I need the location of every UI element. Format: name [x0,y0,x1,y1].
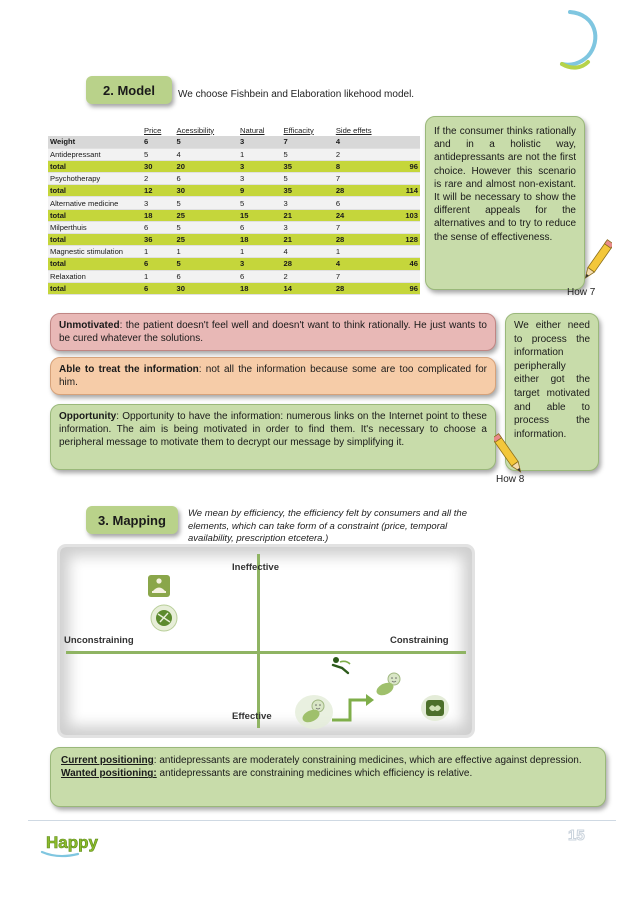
table-cell: 1 [142,246,175,258]
table-header-cell: Price [144,125,162,135]
table-cell: 103 [395,209,420,221]
table-cell: 128 [395,234,420,246]
table-header-cell [395,124,420,136]
table-row [48,160,420,172]
table-cell: 46 [395,258,420,270]
table-cell: 28 [334,282,395,294]
wanted-positioning-term: Wanted positioning: [61,768,157,780]
pencil-icon [494,430,522,478]
table-row [48,258,420,270]
table-cell: 12 [142,185,175,197]
opportunity-text: : Opportunity to have the information: numerous links on the Internet point to these information. The aim is being motivated in order to find them. It's necessary to choose a peripheral message to motivate them to decrypt our message by simplifying it. [59,411,487,449]
table-cell: 2 [282,270,334,282]
unmotivated-text: : the patient doesn't feel well and doesn't want to think rationally. He just wants to be cured whatever the solutions. [59,320,487,345]
table-row [48,185,420,197]
current-positioning-text: : antidepressants are moderately constraining medicines, which are effective against depression. [153,755,582,766]
table-cell: 3 [238,258,282,270]
table-cell: 96 [395,282,420,294]
table-cell: 6 [334,197,395,209]
table-cell: 1 [142,270,175,282]
table-row-label: total [48,160,142,172]
pill-current-icon [294,694,334,730]
table-cell: 5 [175,221,238,233]
table-cell: 4 [334,258,395,270]
table-cell: 7 [334,221,395,233]
table-cell: 7 [282,136,334,148]
mapping-section-tab [86,506,178,534]
table-cell [395,173,420,185]
table-cell: 18 [238,282,282,294]
herb-icon [150,604,178,632]
table-header-cell: Acessibility [176,125,215,135]
model-section-tab [86,76,172,104]
pill-wanted-icon [370,670,406,700]
table-row-label: Psychotherapy [48,173,142,185]
table-cell: 6 [142,136,175,148]
happy-logo [38,826,110,860]
ineffective-label: Ineffective [232,562,279,573]
table-cell: 114 [395,185,420,197]
table-row [48,197,420,209]
model-description: We choose Fishbein and Elaboration likehood model. [178,89,415,100]
table-cell: 21 [282,209,334,221]
table-cell: 3 [142,197,175,209]
table-cell: 9 [238,185,282,197]
current-positioning [61,754,595,767]
table-row-label: Milperthuis [48,221,142,233]
brain-icon [420,694,450,722]
efficiency-axis [257,554,260,728]
page-number: 15 [568,827,585,844]
table-cell [395,197,420,209]
table-cell: 1 [238,148,282,160]
table-cell: 2 [334,148,395,160]
table-cell: 36 [142,234,175,246]
table-row [48,148,420,160]
table-row [48,282,420,294]
table-header-cell: Efficacity [283,125,314,135]
table-row [48,136,420,148]
table-cell: 5 [142,148,175,160]
table-cell: 3 [238,160,282,172]
table-cell: 5 [175,136,238,148]
table-cell: 14 [282,282,334,294]
table-cell [395,221,420,233]
table-cell: 25 [175,209,238,221]
table-cell: 24 [334,209,395,221]
meditation-icon [148,575,170,597]
table-cell: 8 [334,160,395,172]
table-cell: 3 [238,136,282,148]
unmotivated-term: Unmotivated [59,320,120,331]
table-cell: 30 [175,282,238,294]
table-row-label: Weight [48,136,142,148]
table-cell: 3 [282,221,334,233]
table-cell: 25 [175,234,238,246]
decorative-swirl-logo [548,6,608,76]
constraint-axis [66,651,466,654]
table-cell: 96 [395,160,420,172]
table-cell: 28 [282,258,334,270]
mapping-description: We mean by efficiency, the efficiency felt by consumers and all the elements, which can take form of a constraint (price, temporal availability, prescription etcetera.) [188,508,467,545]
table-row [48,173,420,185]
table-row-label: Antidepressant [48,148,142,160]
table-header-row [48,124,420,136]
table-cell: 28 [334,185,395,197]
table-cell [395,270,420,282]
table-row [48,246,420,258]
table-cell: 3 [238,173,282,185]
wanted-positioning [61,767,595,780]
effective-label: Effective [232,711,272,722]
table-cell: 5 [175,258,238,270]
constraining-label: Constraining [390,635,449,646]
table-cell: 15 [238,209,282,221]
table-cell: 1 [334,246,395,258]
table-row [48,270,420,282]
table-cell: 6 [142,258,175,270]
table-header-cell [48,124,142,136]
table-cell: 18 [238,234,282,246]
table-cell: 6 [142,282,175,294]
wanted-positioning-text: antidepressants are constraining medicines which efficiency is relative. [156,768,473,780]
relaxation-icon [330,656,352,676]
table-cell: 1 [175,246,238,258]
fishbein-scores-table [48,124,420,295]
pencil-icon [584,236,612,284]
model-tab-label: 2. Model [102,82,155,98]
table-cell: 6 [238,270,282,282]
table-cell: 5 [175,197,238,209]
positioning-summary [50,747,606,807]
table-cell: 1 [238,246,282,258]
holistic-thinking-note [425,116,585,290]
table-cell: 3 [282,197,334,209]
table-cell: 35 [282,160,334,172]
table-cell: 30 [175,185,238,197]
table-row-label: total [48,282,142,294]
table-row-label: total [48,258,142,270]
how7-label: How 7 [567,287,596,298]
table-header-cell: Natural [240,125,265,135]
table-row-label: Magnestic stimulation [48,246,142,258]
able-term: Able to treat the information [59,364,199,375]
table-cell: 6 [142,221,175,233]
table-row-label: total [48,234,142,246]
table-cell [395,136,420,148]
table-row-label: Relaxation [48,270,142,282]
table-cell: 21 [282,234,334,246]
peripheral-note-text: We either need to process the information peripherally either got the target motivated and able to process the information. [514,320,590,440]
table-cell: 7 [334,270,395,282]
footer-divider [28,820,616,821]
table-cell: 7 [334,173,395,185]
table-cell: 5 [238,197,282,209]
table-cell: 28 [334,234,395,246]
table-row-label: Alternative medicine [48,197,142,209]
able-text: : not all the information because some are too complicated for him. [59,364,487,389]
mapping-tab-label: 3. Mapping [98,512,166,528]
unconstraining-label: Unconstraining [64,635,134,646]
opportunity-box [50,404,496,470]
table-cell: 4 [175,148,238,160]
table-cell: 5 [282,148,334,160]
unmotivated-box [50,313,496,351]
table-row-label: total [48,185,142,197]
table-cell: 6 [238,221,282,233]
how8-label: How 8 [496,474,525,485]
table-cell: 6 [175,173,238,185]
able-box [50,357,496,395]
table-cell: 4 [334,136,395,148]
table-cell: 5 [282,173,334,185]
table-row-label: total [48,209,142,221]
table-header-cell: Side effets [335,125,372,135]
table-cell: 18 [142,209,175,221]
table-cell: 2 [142,173,175,185]
current-positioning-term: Current positioning [61,755,154,766]
table-cell: 20 [175,160,238,172]
table-cell [395,148,420,160]
table-cell [395,246,420,258]
table-cell: 6 [175,270,238,282]
table-cell: 30 [142,160,175,172]
table-cell: 4 [282,246,334,258]
logo-text: Happy [46,833,98,852]
holistic-note-text: If the consumer thinks rationally and in a holistic way, antidepressants are not the first choice. However this scenario is rare and almost non-existant. It will be necessary to show the different appeals for the alternatives and to try to reduce the sense of effectiveness. [434,126,576,243]
table-row [48,221,420,233]
table-row [48,234,420,246]
table-cell: 35 [282,185,334,197]
opportunity-term: Opportunity [59,411,117,422]
table-row [48,209,420,221]
